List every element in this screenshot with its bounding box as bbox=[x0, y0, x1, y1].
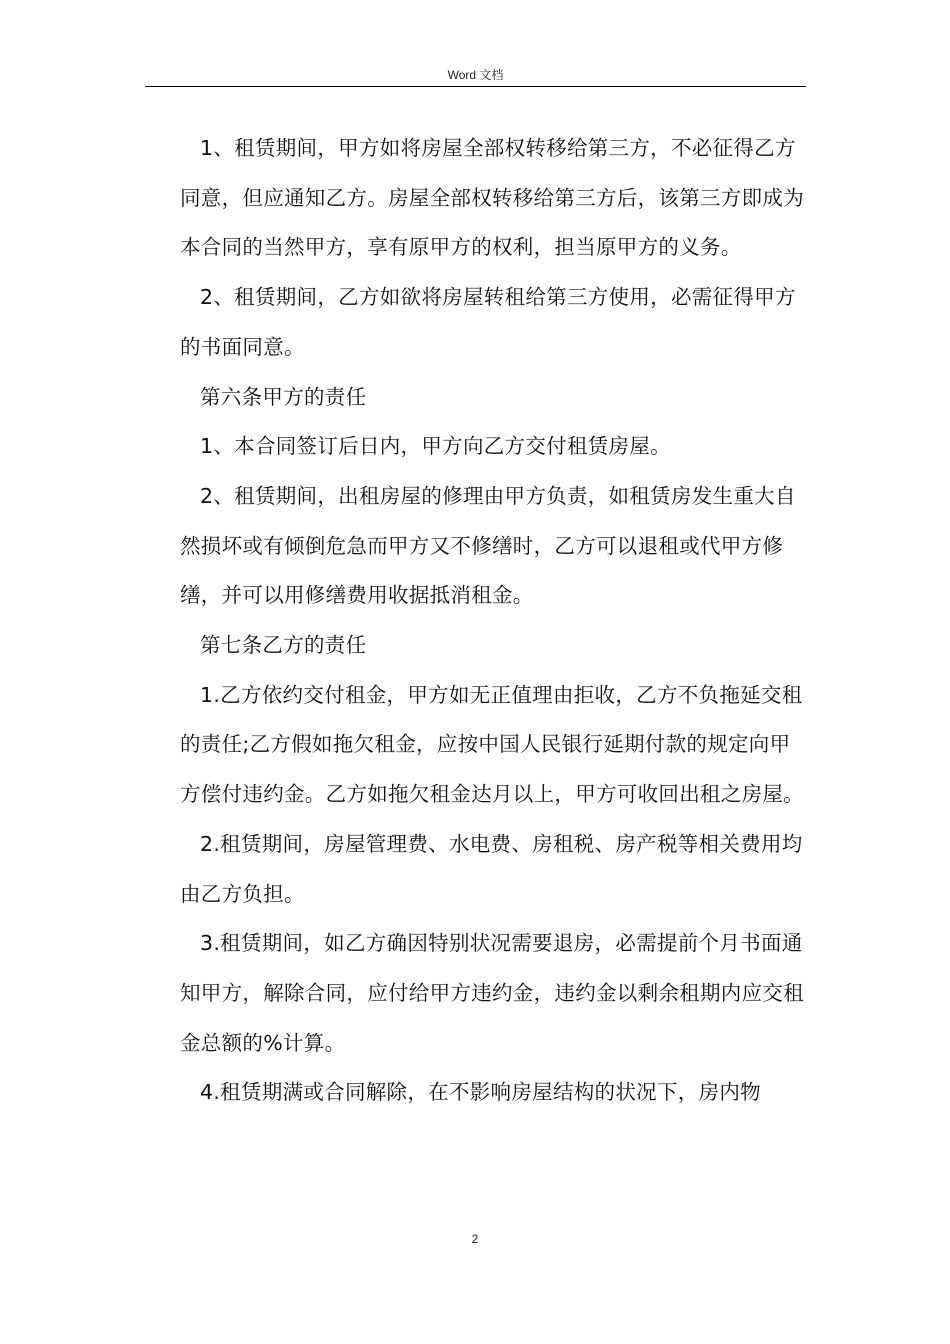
document-body bbox=[180, 124, 804, 1118]
paragraph: 2、租赁期间，出租房屋的修理由甲方负责，如租赁房发生重大自然损坏或有倾倒危急而甲方又不修缮时，乙方可以退租或代甲方修缮，并可以用修缮费用收据抵消租金。 bbox=[180, 483, 796, 608]
paragraph: 4.租赁期满或合同解除，在不影响房屋结构的状况下，房内物 bbox=[200, 1080, 761, 1105]
paragraph: 1.乙方依约交付租金，甲方如无正值理由拒收，乙方不负拖延交租的责任;乙方假如拖欠租金，应按中国人民银行延期付款的规定向甲方偿付违约金。乙方如拖欠租金达月以上，甲方可收回出租之房屋。 bbox=[180, 682, 804, 807]
paragraph: 1、租赁期间，甲方如将房屋全部权转移给第三方，不必征得乙方同意，但应通知乙方。房屋全部权转移给第三方后，该第三方即成为本合同的当然甲方，享有原甲方的权利，担当原甲方的义务。 bbox=[180, 136, 804, 260]
paragraph: 1、本合同签订后日内，甲方向乙方交付租赁房屋。 bbox=[200, 434, 671, 459]
section-heading: 第七条乙方的责任 bbox=[200, 633, 367, 658]
page-header: Word 文档 bbox=[447, 68, 504, 82]
header-divider bbox=[145, 86, 806, 87]
paragraph: 2.租赁期间，房屋管理费、水电费、房租税、房产税等相关费用均由乙方负担。 bbox=[180, 831, 803, 906]
paragraph: 3.租赁期间，如乙方确因特别状况需要退房，必需提前个月书面通知甲方，解除合同，应付给甲方违约金，违约金以剩余租期内应交租金总额的%计算。 bbox=[180, 931, 804, 1055]
page-number: 2 bbox=[471, 1232, 479, 1246]
paragraph: 2、租赁期间，乙方如欲将房屋转租给第三方使用，必需征得甲方的书面同意。 bbox=[180, 285, 796, 359]
section-heading: 第六条甲方的责任 bbox=[200, 384, 367, 409]
